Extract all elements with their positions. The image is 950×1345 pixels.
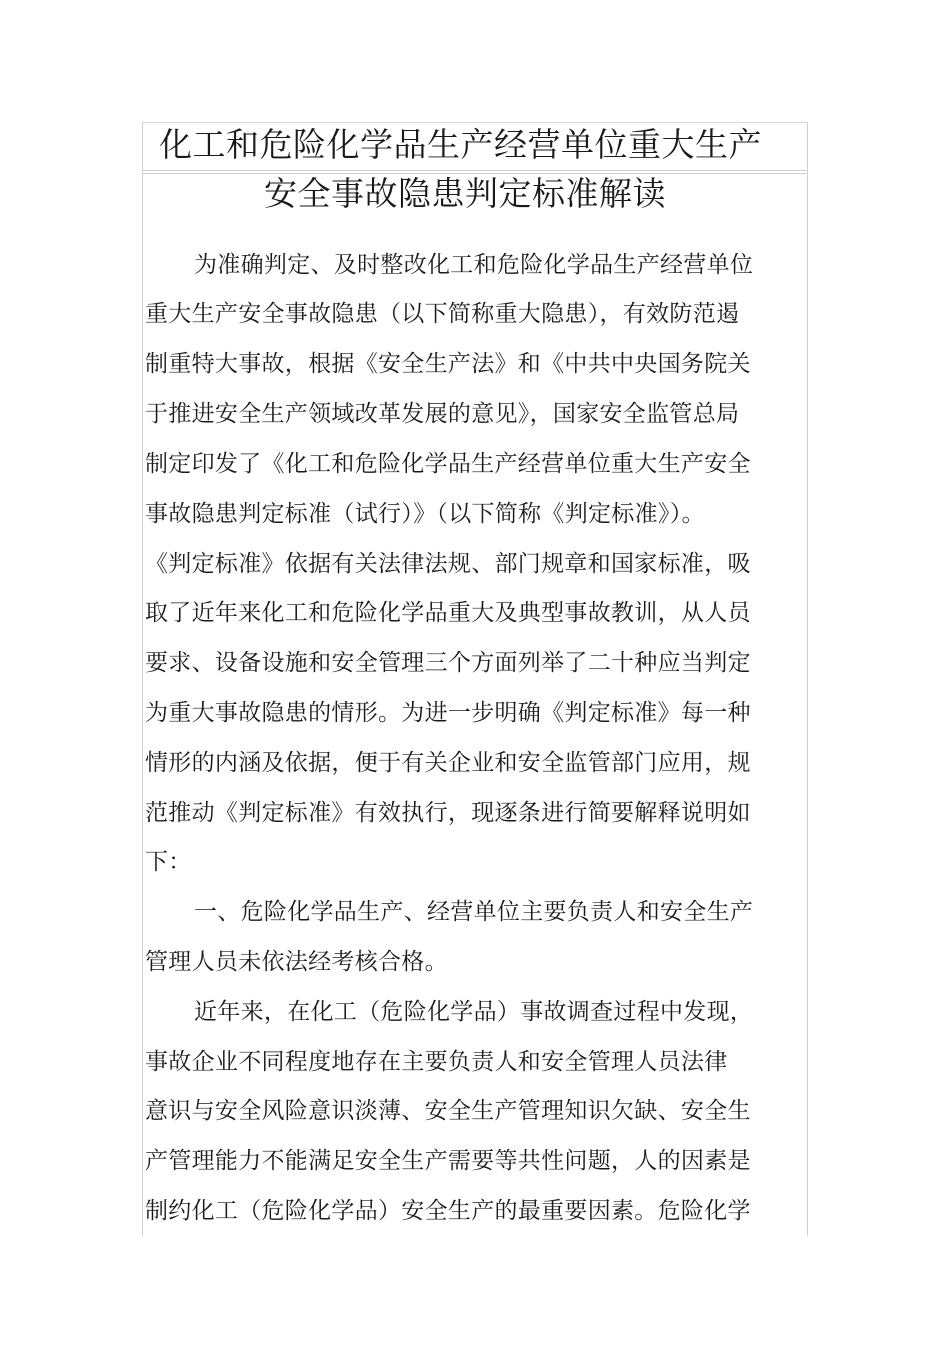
section-heading-line: 一、危险化学品生产、经营单位主要负责人和安全生产 (194, 899, 754, 925)
paragraph-line: 制定印发了《化工和危险化学品生产经营单位重大生产安全 (145, 451, 751, 477)
paragraph-line: 重大生产安全事故隐患（以下简称重大隐患），有效防范遏 (145, 301, 740, 327)
paragraph-line: 下： (145, 849, 192, 875)
paragraph-line: 《判定标准》依据有关法律法规、部门规章和国家标准，吸 (145, 551, 751, 577)
paragraph-line: 制重特大事故，根据《安全生产法》和《中共中央国务院关 (145, 351, 751, 377)
paragraph-line: 为重大事故隐患的情形。为进一步明确《判定标准》每一种 (145, 700, 751, 726)
paragraph-line: 范推动《判定标准》有效执行，现逐条进行简要解释说明如 (145, 800, 751, 826)
document-title-line-2: 安全事故隐患判定标准解读 (264, 174, 666, 213)
paragraph-line: 要求、设备设施和安全管理三个方面列举了二十种应当判定 (145, 650, 751, 676)
paragraph-line: 制约化工（危险化学品）安全生产的最重要因素。危险化学 (145, 1198, 751, 1224)
section-heading-line: 管理人员未依法经考核合格。 (145, 949, 448, 975)
paragraph-line: 情形的内涵及依据，便于有关企业和安全监管部门应用，规 (145, 750, 751, 776)
paragraph-line: 意识与安全风险意识淡薄、安全生产管理知识欠缺、安全生 (145, 1098, 751, 1124)
paragraph-line: 事故隐患判定标准（试行）》（以下简称《判定标准》）。 (145, 501, 705, 527)
paragraph-line: 于推进安全生产领域改革发展的意见》，国家安全监管总局 (145, 401, 740, 427)
paragraph-line: 为准确判定、及时整改化工和危险化学品生产经营单位 (194, 252, 754, 278)
paragraph-line: 取了近年来化工和危险化学品重大及典型事故教训，从人员 (145, 600, 751, 626)
paragraph-line: 事故企业不同程度地存在主要负责人和安全管理人员法律 (145, 1049, 728, 1075)
paragraph-line: 产管理能力不能满足安全生产需要等共性问题，人的因素是 (145, 1148, 751, 1174)
document-title-line-1: 化工和危险化学品生产经营单位重大生产 (159, 125, 762, 164)
paragraph-line: 近年来，在化工（危险化学品）事故调查过程中发现， (194, 999, 754, 1025)
title-divider (142, 170, 807, 171)
